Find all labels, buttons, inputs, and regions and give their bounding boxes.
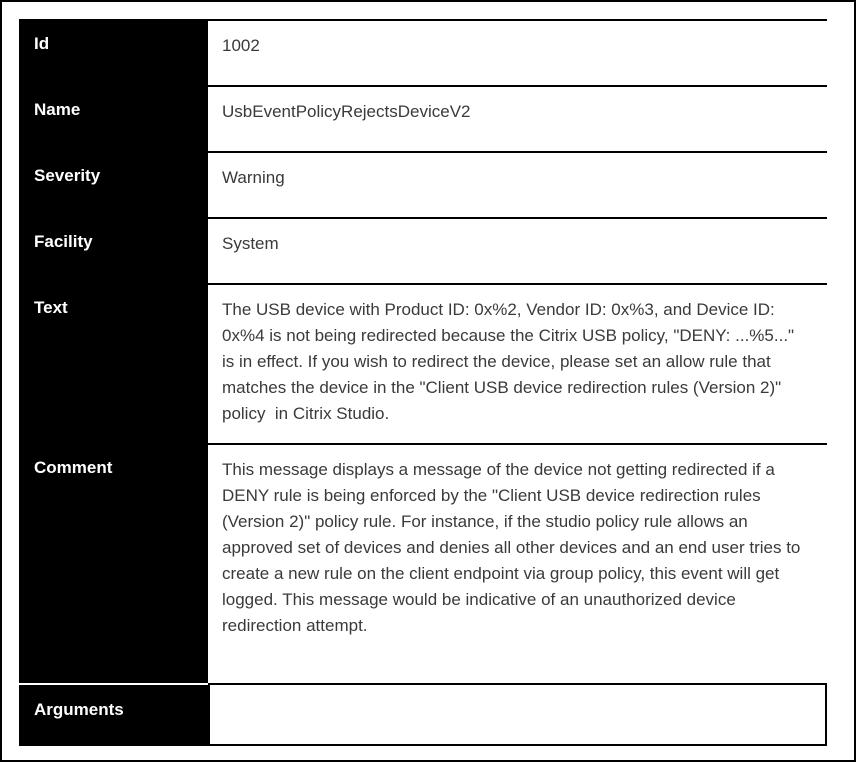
row-label-facility: Facility — [19, 217, 208, 283]
row-label-id: Id — [19, 19, 208, 85]
table-row-severity — [19, 151, 827, 217]
row-value-facility: System — [208, 217, 827, 283]
row-value-comment: This message displays a message of the device not getting redirected if a DENY rule is being enforced by the "Client USB device redirection rules (Version 2)" policy rule. For instance, if the studio policy rule allows an approved set of devices and denies all other devices and an end user tries to create a new rule on the client endpoint via group policy, this event will get logged. This message would be indicative of an unauthorized device redirection attempt. — [208, 443, 827, 683]
table-row-comment — [19, 443, 827, 683]
event-message-table — [19, 19, 827, 746]
row-value-arguments — [208, 683, 827, 746]
table-row-name — [19, 85, 827, 151]
table-row-facility — [19, 217, 827, 283]
row-value-name: UsbEventPolicyRejectsDeviceV2 — [208, 85, 827, 151]
table-row-id — [19, 19, 827, 85]
row-value-id: 1002 — [208, 19, 827, 85]
row-label-arguments: Arguments — [19, 683, 208, 746]
row-label-severity: Severity — [19, 151, 208, 217]
table-row-text — [19, 283, 827, 443]
table-row-arguments — [19, 683, 827, 746]
row-label-name: Name — [19, 85, 208, 151]
row-value-severity: Warning — [208, 151, 827, 217]
row-label-comment: Comment — [19, 443, 208, 683]
row-value-text: The USB device with Product ID: 0x%2, Vendor ID: 0x%3, and Device ID: 0x%4 is not being redirected because the Citrix USB policy, "DENY: ...%5..." is in effect. If you wish to redirect the device, please set an allow rule that matches the device in the "Client USB device redirection rules (Version 2)" policy in Citrix Studio. — [208, 283, 827, 443]
row-label-text: Text — [19, 283, 208, 443]
